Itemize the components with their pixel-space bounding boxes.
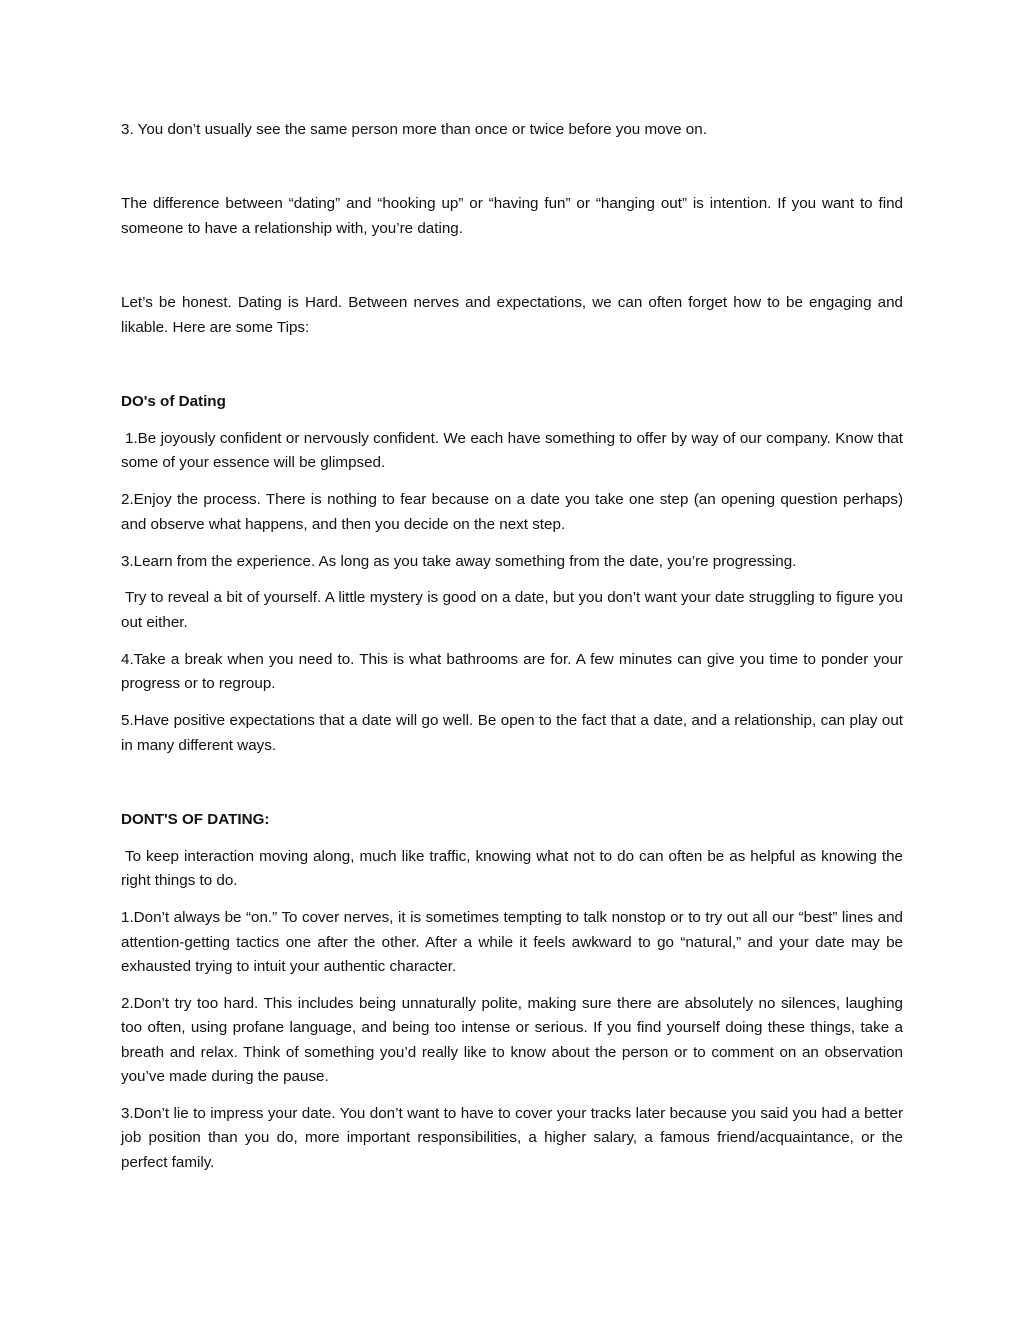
dos-item: 4.Take a break when you need to. This is what bathrooms are for. A few minutes can give you time to ponder your progress or to regroup. (121, 650, 903, 693)
honest-paragraph: Let’s be honest. Dating is Hard. Between nerves and expectations, we can often forget how to be engaging and likable. Here are some Tips: (121, 294, 903, 336)
dos-item: 2.Enjoy the process. There is nothing to fear because on a date you take one step (an opening question perhaps) and observe what happens, and then you decide on the next step. (121, 491, 903, 533)
text-column (121, 118, 903, 1175)
intro-item-3: 3. You don’t usually see the same person more than once or twice before you move on. (121, 121, 707, 138)
dos-item: Try to reveal a bit of yourself. A little mystery is good on a date, but you don’t want your date struggling to figure you out either. (121, 589, 903, 631)
donts-item: 3.Don’t lie to impress your date. You don’t want to have to cover your tracks later because you said you had a better job position than you do, more important responsibilities, a higher salary, a famous friend/acquaintance, or the perfect family. (121, 1104, 903, 1171)
dos-item: 3.Learn from the experience. As long as you take away something from the date, you’re progressing. (121, 552, 797, 570)
donts-heading: DONT'S OF DATING: (121, 810, 270, 828)
donts-item: 2.Don’t try too hard. This includes being unnaturally polite, making sure there are absolutely no silences, laughing too often, using profane language, and being too intense or serious. If you find yourself doing these things, take a breath and relax. Think of something you’d really like to know about the person or to comment on an observation you’ve made during the pause. (121, 994, 903, 1086)
donts-item: 1.Don’t always be “on.” To cover nerves, it is sometimes tempting to talk nonstop or to try out all our “best” lines and attention-getting tactics one after the other. After a while it feels awkward to go “natural,” and your date may be exhausted trying to intuit your authentic character. (121, 909, 903, 975)
dos-heading: DO's of Dating (121, 393, 226, 411)
donts-intro: To keep interaction moving along, much like traffic, knowing what not to do can often be as helpful as knowing the right things to do. (121, 847, 903, 890)
dos-item: 5.Have positive expectations that a date will go well. Be open to the fact that a date, and a relationship, can play out in many different ways. (121, 712, 903, 754)
dos-item: 1.Be joyously confident or nervously confident. We each have something to offer by way of our company. Know that some of your essence will be glimpsed. (121, 429, 903, 472)
intention-paragraph: The difference between “dating” and “hooking up” or “having fun” or “hanging out” is intention. If you want to find someone to have a relationship with, you’re dating. (121, 195, 903, 237)
